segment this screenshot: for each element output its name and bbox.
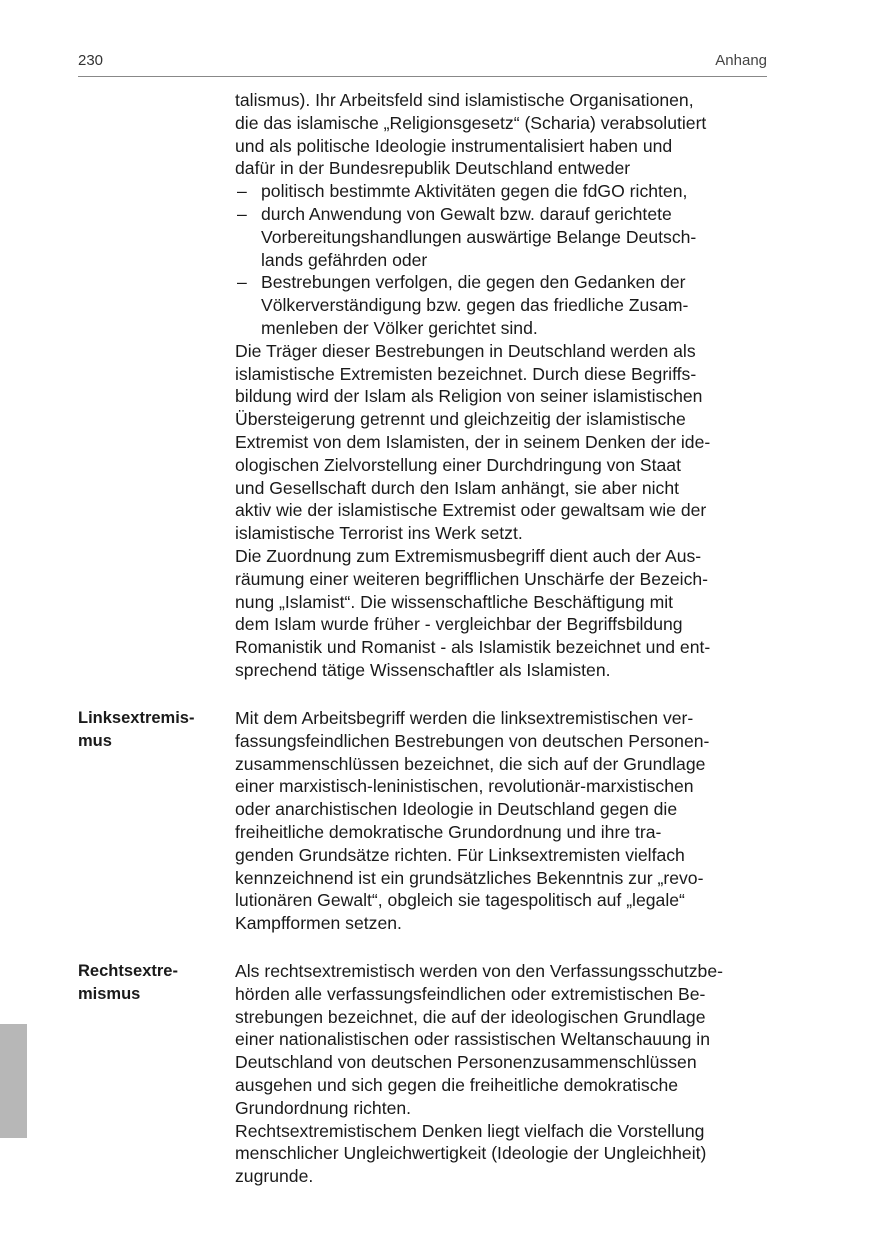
text-line: Die Träger dieser Bestrebungen in Deutschland werden als — [235, 340, 696, 361]
bullet-continuation: Völkerverständigung bzw. gegen das friedliche Zusam- — [261, 295, 689, 316]
glossary-term — [78, 707, 228, 753]
text-line: Kampfformen setzen. — [235, 913, 402, 934]
text-line: einer nationalistischen oder rassistischen Weltanschauung in — [235, 1029, 710, 1050]
text-line: islamistische Extremisten bezeichnet. Durch diese Begriffs- — [235, 363, 697, 384]
intro-block — [235, 89, 770, 682]
text-line: hörden alle verfassungsfeindlichen oder extremistischen Be- — [235, 983, 706, 1004]
text-line: oder anarchistischen Ideologie in Deutschland gegen die — [235, 799, 678, 820]
text-line: ologischen Zielvorstellung einer Durchdringung von Staat — [235, 454, 681, 475]
bullet-continuation: Vorbereitungshandlungen auswärtige Belange Deutsch- — [261, 226, 697, 247]
text-line: ausgehen und sich gegen die freiheitliche demokratische — [235, 1074, 679, 1095]
bullet-text: Bestrebungen verfolgen, die gegen den Gedanken der — [261, 272, 686, 293]
text-line: Rechtsextremistischem Denken liegt vielfach die Vorstellung — [235, 1120, 705, 1141]
term-line: mismus — [78, 984, 141, 1003]
text-line: islamistische Terrorist ins Werk setzt. — [235, 523, 523, 544]
text-line: und als politische Ideologie instrumentalisiert haben und — [235, 135, 673, 156]
text-line: dem Islam wurde früher - vergleichbar der Begriffsbildung — [235, 614, 683, 635]
glossary-definition — [235, 707, 770, 935]
text-line: Romanistik und Romanist - als Islamistik bezeichnet und ent- — [235, 637, 711, 658]
text-line: kennzeichnend ist ein grundsätzliches Bekenntnis zur „revo- — [235, 867, 704, 888]
bullet-text: durch Anwendung von Gewalt bzw. darauf gerichtete — [261, 203, 672, 224]
text-line: menschlicher Ungleichwertigkeit (Ideologie der Ungleichheit) — [235, 1143, 707, 1164]
text-line: lutionären Gewalt“, obgleich sie tagespolitisch auf „legale“ — [235, 890, 685, 911]
dash-marker: – — [237, 203, 247, 224]
text-line: räumung einer weiteren begrifflichen Unschärfe der Bezeich- — [235, 568, 709, 589]
text-line: dafür in der Bundesrepublik Deutschland entweder — [235, 158, 631, 179]
dash-marker: – — [237, 181, 247, 202]
text-line: und Gesellschaft durch den Islam anhängt, sie aber nicht — [235, 477, 680, 498]
text-line: strebungen bezeichnet, die auf der ideologischen Grundlage — [235, 1006, 706, 1027]
text-line: Deutschland von deutschen Personenzusammenschlüssen — [235, 1052, 697, 1073]
text-line: Extremist von dem Islamisten, der in seinem Denken der ide- — [235, 431, 711, 452]
text-line: Übersteigerung getrennt und gleichzeitig der islamistische — [235, 409, 686, 430]
bullet-item — [235, 203, 770, 226]
bullet-continuation: lands gefährden oder — [261, 249, 428, 270]
text-line: fassungsfeindlichen Bestrebungen von deutschen Personen- — [235, 730, 710, 751]
text-line: Als rechtsextremistisch werden von den Verfassungsschutzbe- — [235, 961, 723, 981]
text-line: zugrunde. — [235, 1166, 314, 1187]
glossary-term — [78, 960, 228, 1006]
text-line: Grundordnung richten. — [235, 1097, 412, 1118]
running-header — [78, 52, 767, 74]
bullet-item — [235, 271, 770, 294]
text-line: freiheitliche demokratische Grundordnung und ihre tra- — [235, 821, 662, 842]
text-line: genden Grundsätze richten. Für Linksextremisten vielfach — [235, 844, 685, 865]
text-line: talismus). Ihr Arbeitsfeld sind islamistische Organisationen, — [235, 90, 694, 110]
text-line: bildung wird der Islam als Religion von seiner islamistischen — [235, 386, 703, 407]
term-line: mus — [78, 731, 112, 750]
text-line: Die Zuordnung zum Extremismusbegriff dient auch der Aus- — [235, 545, 702, 566]
text-line: nung „Islamist“. Die wissenschaftliche Beschäftigung mit — [235, 591, 674, 612]
text-line: sprechend tätige Wissenschaftler als Islamisten. — [235, 659, 611, 680]
text-line: zusammenschlüssen bezeichnet, die sich auf der Grundlage — [235, 753, 706, 774]
text-line: aktiv wie der islamistische Extremist oder gewaltsam wie der — [235, 500, 707, 521]
term-line: Rechtsextre- — [78, 962, 178, 980]
term-line: Linksextremis- — [78, 709, 195, 727]
text-line: einer marxistisch-leninistischen, revolutionär-marxistischen — [235, 776, 694, 797]
section-title: Anhang — [715, 52, 767, 69]
bullet-continuation: menleben der Völker gerichtet sind. — [261, 317, 538, 338]
text-line: Mit dem Arbeitsbegriff werden die linksextremistischen ver- — [235, 708, 694, 728]
glossary-definition — [235, 960, 770, 1188]
dash-marker: – — [237, 272, 247, 293]
page-number: 230 — [78, 52, 104, 69]
bullet-text: politisch bestimmte Aktivitäten gegen die fdGO richten, — [261, 181, 688, 202]
bullet-item — [235, 180, 770, 203]
text-line: die das islamische „Religionsgesetz“ (Scharia) verabsolutiert — [235, 112, 707, 133]
header-rule — [78, 76, 767, 77]
thumb-index-tab — [0, 1024, 27, 1138]
